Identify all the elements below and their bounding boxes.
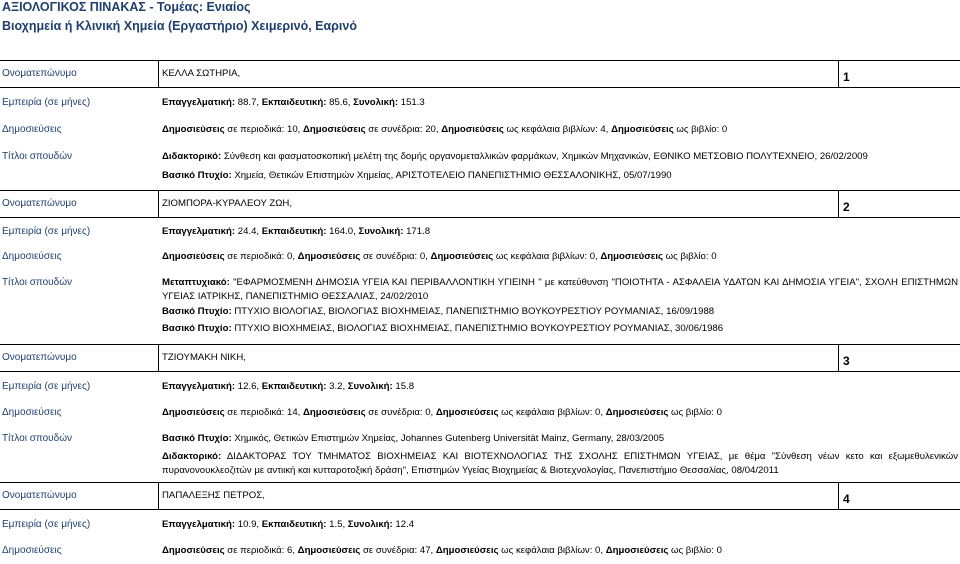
degrees-label: Τίτλοι σπουδών	[2, 151, 73, 162]
report-subtitle: Βιοχημεία ή Κλινική Χημεία (Εργαστήριο) Χειμερινό, Εαρινό	[2, 19, 357, 33]
degree-entry: Διδακτορικό: ΔΙΔΑΚΤΟΡΑΣ ΤΟΥ ΤΜΗΜΑΤΟΣ ΒΙΟΧΗΜΕΙΑΣ ΚΑΙ ΒΙΟΤΕΧΝΟΛΟΓΙΑΣ ΤΗΣ ΣΧΟΛΗΣ ΕΠΙΣΤΗΜΩΝ ΥΓΕΙΑΣ, με θέμα "Σύνθεση νέων κετο και εξωμεθυλενικών πυρανονουκλεοζιτών με αντιική και κυτταροτοξική δράση", Επιστημών Υγείας Βιοχημείας & Βιοτεχνολογίας, Πανεπιστήμιο Θεσσαλίας, 08/04/2011	[162, 451, 958, 476]
candidate-name: ΠΑΠΑΛΕΞΗΣ ΠΕΤΡΟΣ,	[162, 490, 265, 501]
candidate-rank: 1	[843, 70, 850, 84]
experience-value: Επαγγελματική: 12.6, Εκπαιδευτική: 3.2, Συνολική: 15.8	[162, 381, 415, 392]
row-divider	[0, 190, 960, 191]
candidate-name: ΖΙΟΜΠΟΡΑ-ΚΥΡΑΛΕΟΥ ΖΩΗ,	[162, 198, 293, 209]
column-divider	[838, 344, 839, 371]
experience-value: Επαγγελματική: 24.4, Εκπαιδευτική: 164.0, Συνολική: 171.8	[162, 226, 431, 237]
experience-value: Επαγγελματική: 10.9, Εκπαιδευτική: 1.5, Συνολική: 12.4	[162, 519, 415, 530]
degrees-label: Τίτλοι σπουδών	[2, 277, 73, 288]
publications-label: Δημοσιεύσεις	[2, 407, 62, 418]
row-divider	[0, 371, 960, 372]
degree-entry: Βασικό Πτυχίο: Χημικός, Θετικών Επιστημών Χημείας, Johannes Gutenberg Universität Mainz, Germany, 28/03/2005	[162, 433, 665, 444]
name-label: Ονοματεπώνυμο	[2, 68, 77, 79]
degree-entry: Διδακτορικό: Σύνθεση και φασματοσκοπική μελέτη της δομής οργανομεταλλικών φαρμάκων, Χημικών Μηχανικών, ΕΘΝΙΚΟ ΜΕΤΣΟΒΙΟ ΠΟΛΥΤΕΧΝΕΙΟ, 26/02/2009	[162, 151, 868, 162]
degree-entry: Βασικό Πτυχίο: ΠΤΥΧΙΟ ΒΙΟΧΗΜΕΙΑΣ, ΒΙΟΛΟΓΙΑΣ ΒΙΟΧΗΜΕΙΑΣ, ΠΑΝΕΠΙΣΤΗΜΙΟ ΒΟΥΚΟΥΡΕΣΤΙΟΥ ΡΟΥΜΑΝΙΑΣ, 30/06/1986	[162, 323, 724, 334]
column-divider	[838, 60, 839, 87]
row-divider	[0, 482, 960, 483]
column-divider	[158, 60, 159, 87]
row-divider	[0, 87, 960, 88]
experience-label: Εμπειρία (σε μήνες)	[2, 381, 91, 392]
row-divider	[0, 60, 960, 61]
column-divider	[838, 190, 839, 217]
name-label: Ονοματεπώνυμο	[2, 352, 77, 363]
degrees-label: Τίτλοι σπουδών	[2, 433, 73, 444]
name-label: Ονοματεπώνυμο	[2, 490, 77, 501]
experience-label: Εμπειρία (σε μήνες)	[2, 97, 91, 108]
candidate-name: ΚΕΛΛΑ ΣΩΤΗΡΙΑ,	[162, 68, 241, 79]
publications-value: Δημοσιεύσεις σε περιοδικά: 0, Δημοσιεύσεις σε συνέδρια: 0, Δημοσιεύσεις ως κεφάλαια βιβλίων: 0, Δημοσιεύσεις ως βιβλίο: 0	[162, 251, 717, 262]
column-divider	[838, 482, 839, 509]
column-divider	[158, 482, 159, 509]
candidate-name: ΤΖΙΟΥΜΑΚΗ ΝΙΚΗ,	[162, 352, 246, 363]
report-title: ΑΞΙΟΛΟΓΙΚΟΣ ΠΙΝΑΚΑΣ - Τομέας: Ενιαίος	[2, 0, 251, 14]
degree-entry: Βασικό Πτυχίο: ΠΤΥΧΙΟ ΒΙΟΛΟΓΙΑΣ, ΒΙΟΛΟΓΙΑΣ ΒΙΟΧΗΜΕΙΑΣ, ΠΑΝΕΠΙΣΤΗΜΙΟ ΒΟΥΚΟΥΡΕΣΤΙΟΥ ΡΟΥΜΑΝΙΑΣ, 16/09/1988	[162, 306, 715, 317]
candidate-rank: 4	[843, 492, 850, 506]
publications-value: Δημοσιεύσεις σε περιοδικά: 6, Δημοσιεύσεις σε συνέδρια: 47, Δημοσιεύσεις ως κεφάλαια βιβλίων: 0, Δημοσιεύσεις ως βιβλίο: 0	[162, 545, 722, 556]
candidate-rank: 3	[843, 354, 850, 368]
publications-label: Δημοσιεύσεις	[2, 545, 62, 556]
degree-entry: Βασικό Πτυχίο: Χημεία, Θετικών Επιστημών Χημείας, ΑΡΙΣΤΟΤΕΛΕΙΟ ΠΑΝΕΠΙΣΤΗΜΙΟ ΘΕΣΣΑΛΟΝΙΚΗΣ, 05/07/1990	[162, 170, 672, 181]
publications-label: Δημοσιεύσεις	[2, 251, 62, 262]
publications-label: Δημοσιεύσεις	[2, 124, 62, 135]
experience-value: Επαγγελματική: 88.7, Εκπαιδευτική: 85.6, Συνολική: 151.3	[162, 97, 425, 108]
column-divider	[158, 190, 159, 217]
degree-entry: Μεταπτυχιακό: "ΕΦΑΡΜΟΣΜΕΝΗ ΔΗΜΟΣΙΑ ΥΓΕΙΑ ΚΑΙ ΠΕΡΙΒΑΛΛΟΝΤΙΚΗ ΥΓΙΕΙΝΗ " με κατεύθυνση "ΠΟΙΟΤΗΤΑ - ΑΣΦΑΛΕΙΑ ΥΔΑΤΩΝ ΚΑΙ ΔΗΜΟΣΙΑ ΥΓΕΙΑ", ΣΧΟΛΗ ΕΠΙΣΤΗΜΩΝ ΥΓΕΙΑΣ ΙΑΤΡΙΚΗΣ, ΠΑΝΕΠΙΣΤΗΜΙΟ ΘΕΣΣΑΛΙΑΣ, 24/02/2010	[162, 277, 958, 302]
column-divider	[158, 344, 159, 371]
experience-label: Εμπειρία (σε μήνες)	[2, 226, 91, 237]
candidate-rank: 2	[843, 200, 850, 214]
row-divider	[0, 344, 960, 345]
experience-label: Εμπειρία (σε μήνες)	[2, 519, 91, 530]
name-label: Ονοματεπώνυμο	[2, 198, 77, 209]
row-divider	[0, 509, 960, 510]
publications-value: Δημοσιεύσεις σε περιοδικά: 10, Δημοσιεύσεις σε συνέδρια: 20, Δημοσιεύσεις ως κεφάλαια βιβλίων: 4, Δημοσιεύσεις ως βιβλίο: 0	[162, 124, 728, 135]
row-divider	[0, 217, 960, 218]
publications-value: Δημοσιεύσεις σε περιοδικά: 14, Δημοσιεύσεις σε συνέδρια: 0, Δημοσιεύσεις ως κεφάλαια βιβλίων: 0, Δημοσιεύσεις ως βιβλίο: 0	[162, 407, 722, 418]
